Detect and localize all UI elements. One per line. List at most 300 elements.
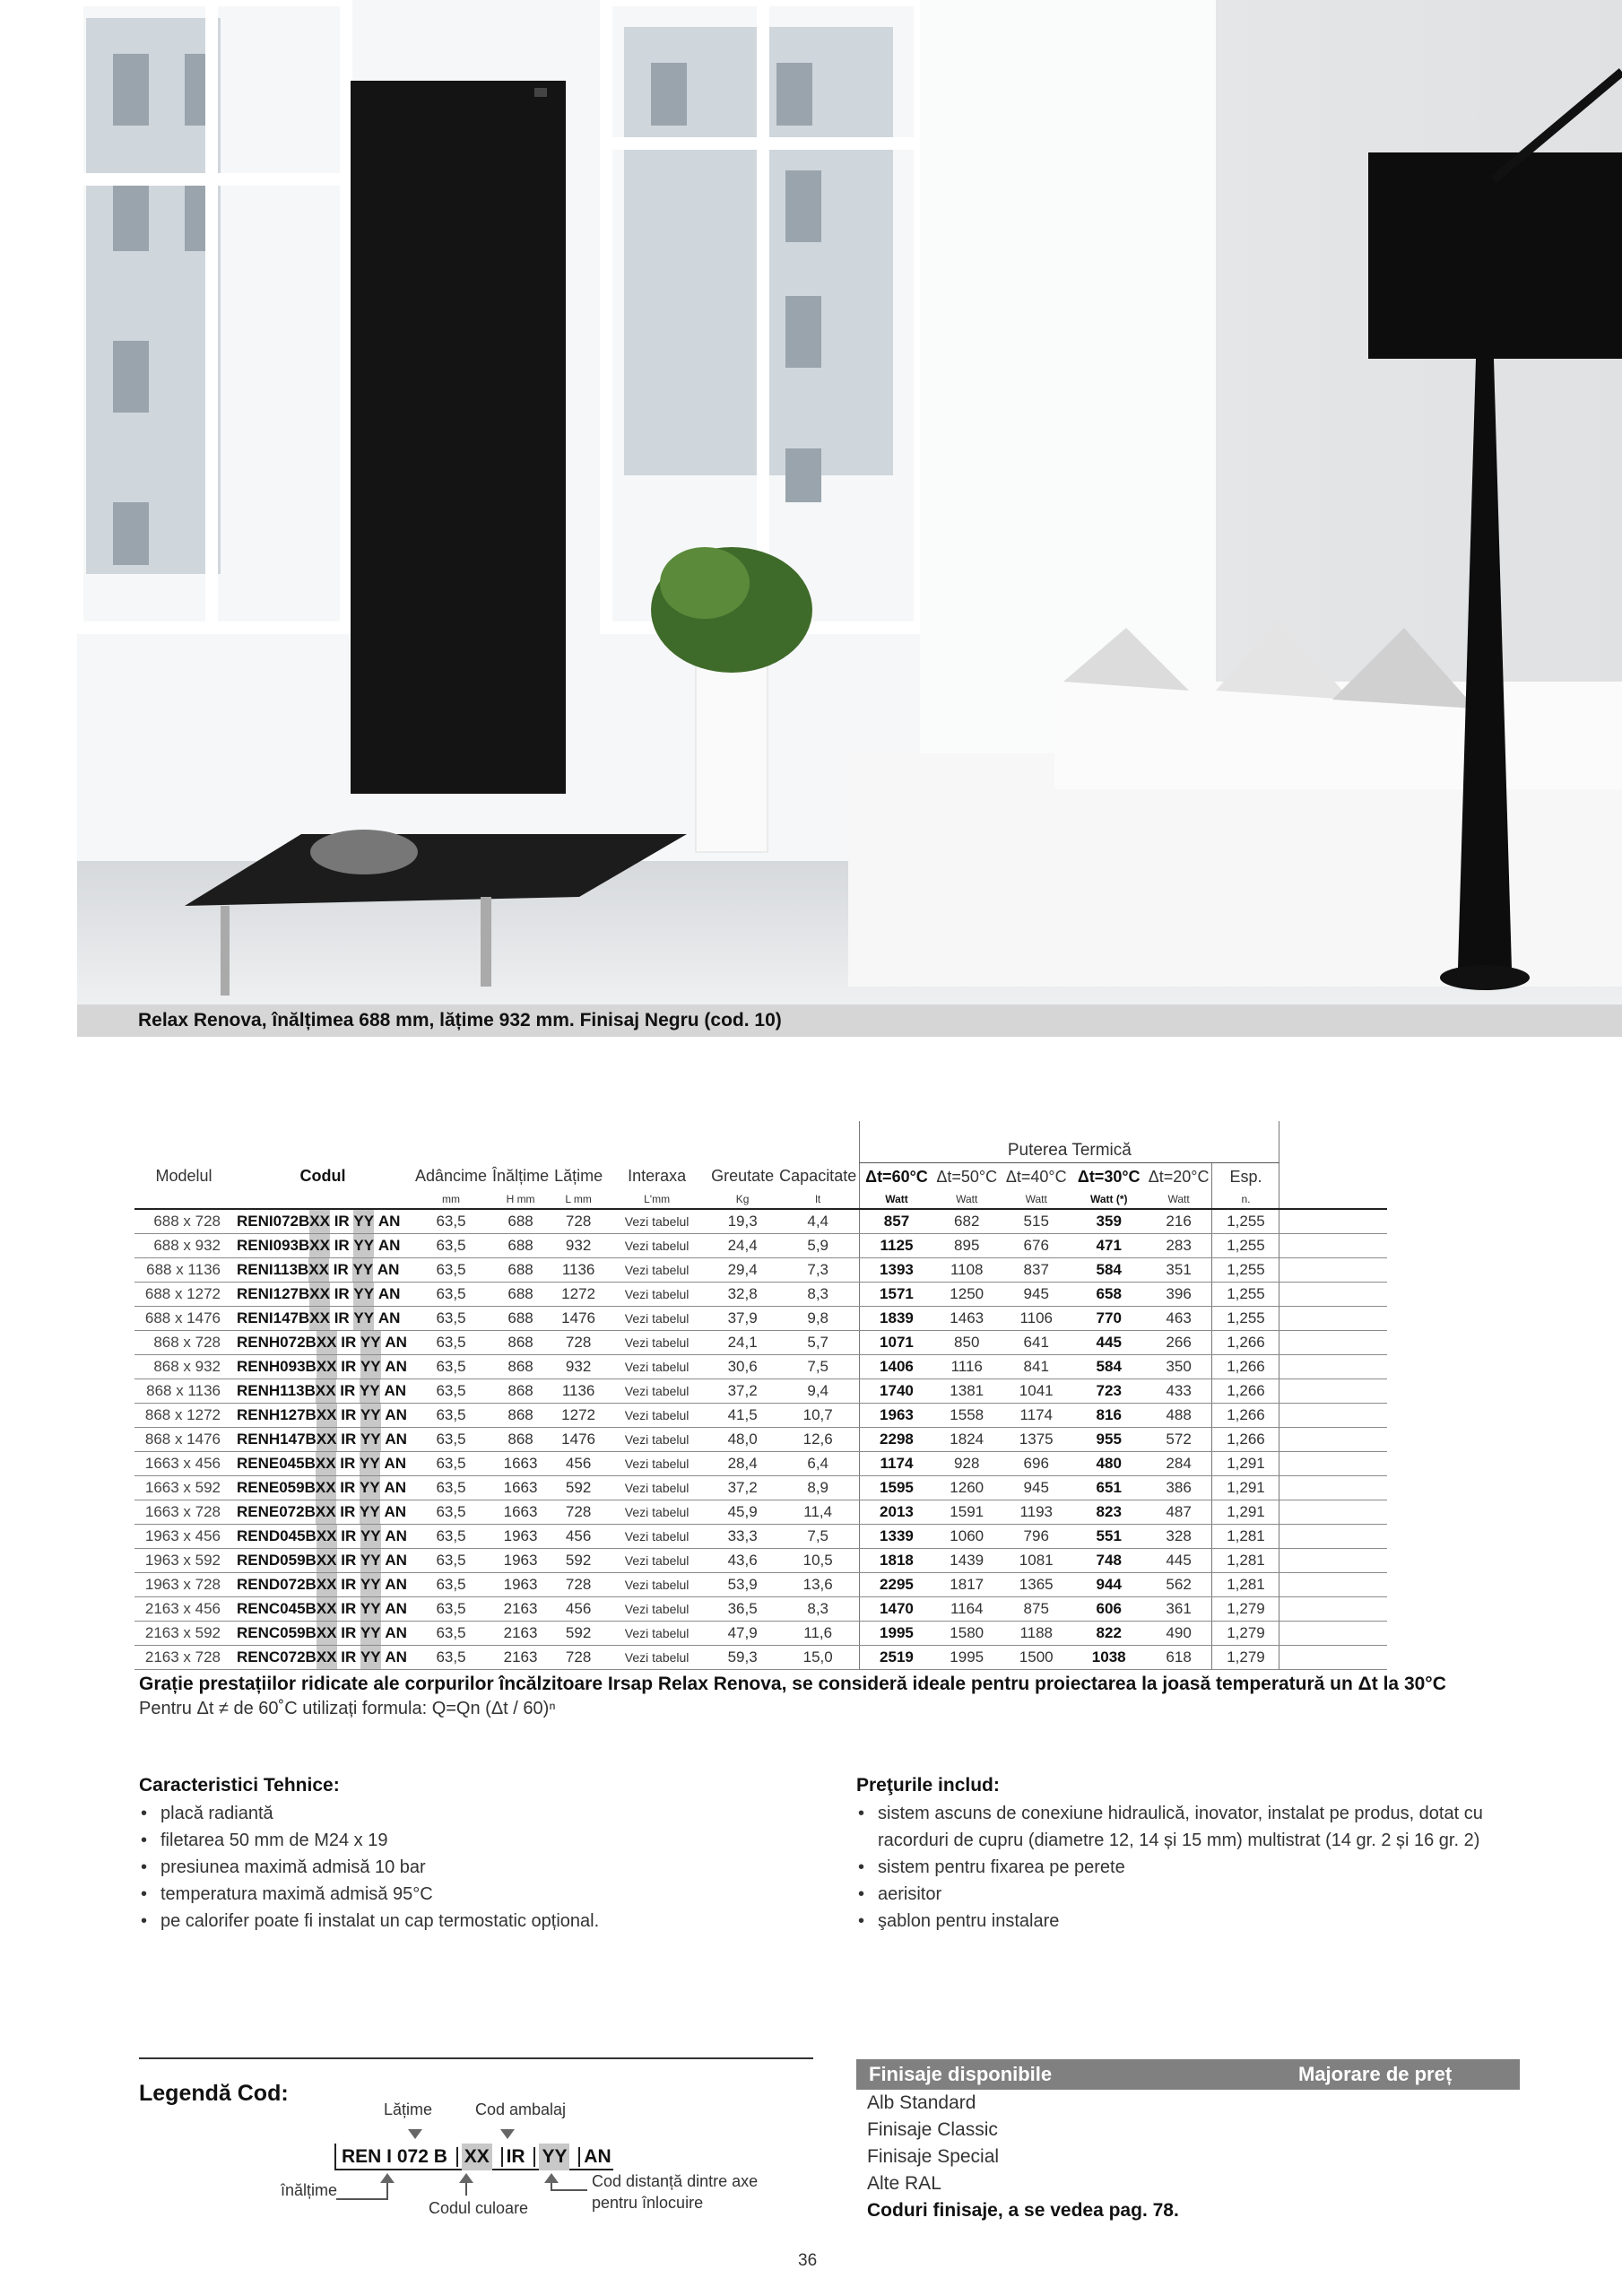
model-cell: 868 x 728 bbox=[134, 1330, 233, 1354]
data-cell: 63,5 bbox=[412, 1354, 490, 1378]
table-row bbox=[134, 1524, 1387, 1548]
data-cell: 48,0 bbox=[708, 1427, 776, 1451]
code-part: AN bbox=[385, 1648, 407, 1665]
product-code bbox=[233, 1572, 412, 1596]
code-part: IR bbox=[341, 1599, 357, 1617]
data-cell: 1125 bbox=[860, 1233, 933, 1257]
data-cell: Vezi tabelul bbox=[605, 1233, 708, 1257]
empty-cell bbox=[1279, 1306, 1387, 1330]
table-row bbox=[134, 1596, 1387, 1621]
data-cell: 837 bbox=[1001, 1257, 1072, 1282]
product-code bbox=[233, 1475, 412, 1500]
code-part: AN bbox=[385, 1575, 407, 1593]
data-cell: 1,279 bbox=[1212, 1596, 1279, 1621]
finishes-header: Finisaje disponibile Majorare de preț bbox=[856, 2059, 1520, 2090]
model-cell: 688 x 932 bbox=[134, 1233, 233, 1257]
code-part: XX bbox=[309, 1210, 330, 1233]
code-base: RENI072B bbox=[237, 1212, 310, 1230]
column-header: Esp. bbox=[1212, 1162, 1279, 1190]
data-cell: Vezi tabelul bbox=[605, 1596, 708, 1621]
code-part: YY bbox=[360, 1525, 381, 1548]
data-cell: 1272 bbox=[551, 1282, 605, 1306]
data-cell: Vezi tabelul bbox=[605, 1306, 708, 1330]
data-cell: 945 bbox=[1001, 1282, 1072, 1306]
data-cell: 592 bbox=[551, 1621, 605, 1645]
data-cell: 1071 bbox=[860, 1330, 933, 1354]
data-cell: 5,7 bbox=[776, 1330, 860, 1354]
code-base: RENH147B bbox=[237, 1430, 317, 1448]
code-part: YY bbox=[360, 1476, 380, 1500]
data-cell: 9,8 bbox=[776, 1306, 860, 1330]
data-cell: 32,8 bbox=[708, 1282, 776, 1306]
data-cell: 770 bbox=[1072, 1306, 1146, 1330]
data-cell: 1,279 bbox=[1212, 1645, 1279, 1669]
data-cell: 24,4 bbox=[708, 1233, 776, 1257]
data-cell: 36,5 bbox=[708, 1596, 776, 1621]
data-cell: 24,1 bbox=[708, 1330, 776, 1354]
product-code bbox=[233, 1282, 412, 1306]
data-cell: 841 bbox=[1001, 1354, 1072, 1378]
code-part: XX bbox=[317, 1404, 337, 1427]
code-base: RENE072B bbox=[237, 1502, 316, 1520]
unit-cell: Kg bbox=[708, 1190, 776, 1209]
code-part: YY bbox=[360, 1452, 380, 1475]
finishes-panel bbox=[856, 2059, 1520, 2224]
data-cell: 822 bbox=[1072, 1621, 1146, 1645]
data-cell: 37,2 bbox=[708, 1378, 776, 1403]
column-header: Capacitate bbox=[779, 1167, 857, 1186]
finish-item: Finisaje Classic bbox=[867, 2119, 998, 2140]
code-part: IR bbox=[341, 1405, 357, 1423]
model-cell: 1663 x 592 bbox=[134, 1475, 233, 1500]
data-cell: 12,6 bbox=[776, 1427, 860, 1451]
code-part: AN bbox=[377, 1260, 400, 1278]
data-cell: 9,4 bbox=[776, 1378, 860, 1403]
data-cell: Vezi tabelul bbox=[605, 1500, 708, 1524]
empty-cell bbox=[1279, 1282, 1387, 1306]
data-cell: 487 bbox=[1146, 1500, 1212, 1524]
data-cell: 1500 bbox=[1001, 1645, 1072, 1669]
table-row bbox=[134, 1548, 1387, 1572]
data-cell: 1663 bbox=[490, 1475, 551, 1500]
data-cell: 1963 bbox=[490, 1548, 551, 1572]
code-part: AN bbox=[377, 1284, 401, 1302]
empty-cell bbox=[1279, 1378, 1387, 1403]
data-cell: 1,255 bbox=[1212, 1306, 1279, 1330]
data-cell: 463 bbox=[1146, 1306, 1212, 1330]
data-cell: 386 bbox=[1146, 1475, 1212, 1500]
data-cell: Vezi tabelul bbox=[605, 1378, 708, 1403]
data-cell: 1,266 bbox=[1212, 1427, 1279, 1451]
data-cell: Vezi tabelul bbox=[605, 1572, 708, 1596]
code-base: RENC059B bbox=[237, 1623, 317, 1641]
unit-cell bbox=[134, 1190, 233, 1209]
table-row bbox=[134, 1427, 1387, 1451]
list-item: • sistem pentru fixarea pe perete bbox=[856, 1854, 1524, 1881]
data-cell: 7,5 bbox=[776, 1354, 860, 1378]
data-cell: 328 bbox=[1146, 1524, 1212, 1548]
code-base: RENH072B bbox=[237, 1333, 317, 1351]
data-cell: 29,4 bbox=[708, 1257, 776, 1282]
data-cell: 2163 bbox=[490, 1621, 551, 1645]
code-base: RENI093B bbox=[237, 1236, 310, 1254]
data-cell: 1188 bbox=[1001, 1621, 1072, 1645]
data-cell: 932 bbox=[551, 1233, 605, 1257]
product-code bbox=[233, 1451, 412, 1475]
data-cell: 1,255 bbox=[1212, 1282, 1279, 1306]
code-part: AN bbox=[385, 1551, 407, 1569]
data-cell: 584 bbox=[1072, 1257, 1146, 1282]
unit-cell bbox=[233, 1190, 412, 1209]
code-part: XX bbox=[317, 1549, 337, 1572]
data-cell: 1108 bbox=[933, 1257, 1001, 1282]
legend-package-label: Cod ambalaj bbox=[475, 2100, 567, 2118]
legend-distance-label: Cod distanță dintre axe bbox=[592, 2172, 759, 2190]
code-part: XX bbox=[316, 1379, 336, 1403]
data-cell: 1106 bbox=[1001, 1306, 1072, 1330]
data-cell: 63,5 bbox=[412, 1572, 490, 1596]
data-cell: 1995 bbox=[860, 1621, 933, 1645]
data-cell: 37,2 bbox=[708, 1475, 776, 1500]
unit-cell: lt bbox=[776, 1190, 860, 1209]
data-cell: 1,266 bbox=[1212, 1378, 1279, 1403]
data-cell: 955 bbox=[1072, 1427, 1146, 1451]
data-cell: 8,9 bbox=[776, 1475, 860, 1500]
data-cell: 868 bbox=[490, 1378, 551, 1403]
code-base: RENH127B bbox=[237, 1405, 317, 1423]
column-header: Codul bbox=[299, 1167, 346, 1186]
product-code bbox=[233, 1233, 412, 1257]
code-part: YY bbox=[360, 1549, 381, 1572]
data-cell: 1193 bbox=[1001, 1500, 1072, 1524]
legend-replacement-label: pentru înlocuire bbox=[592, 2194, 704, 2212]
code-part: IR bbox=[340, 1502, 356, 1520]
data-cell: Vezi tabelul bbox=[605, 1621, 708, 1645]
data-cell: 688 bbox=[490, 1209, 551, 1234]
empty-cell bbox=[1279, 1403, 1387, 1427]
code-part: YY bbox=[360, 1331, 381, 1354]
data-cell: 1963 bbox=[490, 1572, 551, 1596]
data-cell: 2163 bbox=[490, 1596, 551, 1621]
formula-note: Pentru Δt ≠ de 60˚C utilizați formula: Q=Qn (Δt / 60)ⁿ bbox=[139, 1699, 556, 1718]
data-cell: 63,5 bbox=[412, 1209, 490, 1234]
empty-cell bbox=[1279, 1500, 1387, 1524]
code-part: YY bbox=[360, 1597, 381, 1621]
code-part: XX bbox=[316, 1476, 336, 1500]
empty-cell bbox=[1279, 1427, 1387, 1451]
data-cell: 350 bbox=[1146, 1354, 1212, 1378]
data-cell: 2013 bbox=[860, 1500, 933, 1524]
data-cell: 10,5 bbox=[776, 1548, 860, 1572]
data-cell: 1,281 bbox=[1212, 1548, 1279, 1572]
empty-cell bbox=[1279, 1190, 1387, 1209]
empty-cell bbox=[1279, 1621, 1387, 1645]
data-cell: 1164 bbox=[933, 1596, 1001, 1621]
data-cell: 688 bbox=[490, 1282, 551, 1306]
code-part: AN bbox=[384, 1454, 407, 1472]
data-cell: 490 bbox=[1146, 1621, 1212, 1645]
code-part: XX bbox=[317, 1355, 337, 1378]
data-cell: 1406 bbox=[860, 1354, 933, 1378]
data-cell: 4,4 bbox=[776, 1209, 860, 1234]
data-cell: 1038 bbox=[1072, 1645, 1146, 1669]
code-part: IR bbox=[334, 1236, 350, 1254]
living-room-photo bbox=[77, 0, 1622, 1004]
legend-color-label: Codul culoare bbox=[429, 2199, 529, 2217]
data-cell: 1580 bbox=[933, 1621, 1001, 1645]
data-cell: 823 bbox=[1072, 1500, 1146, 1524]
code-part: IR bbox=[341, 1648, 357, 1665]
data-cell: Vezi tabelul bbox=[605, 1257, 708, 1282]
code-part: IR bbox=[340, 1454, 356, 1472]
table-row bbox=[134, 1354, 1387, 1378]
data-cell: 284 bbox=[1146, 1451, 1212, 1475]
data-cell: 1439 bbox=[933, 1548, 1001, 1572]
table-row bbox=[134, 1403, 1387, 1427]
code-part: XX bbox=[316, 1452, 336, 1475]
code-part: XX bbox=[317, 1573, 337, 1596]
data-cell: 728 bbox=[551, 1572, 605, 1596]
data-cell: 658 bbox=[1072, 1282, 1146, 1306]
unit-cell: n. bbox=[1212, 1190, 1279, 1209]
data-cell: 30,6 bbox=[708, 1354, 776, 1378]
data-cell: 515 bbox=[1001, 1209, 1072, 1234]
code-part: XX bbox=[309, 1234, 330, 1257]
table-row bbox=[134, 1233, 1387, 1257]
code-part: XX bbox=[317, 1622, 337, 1645]
data-cell: 396 bbox=[1146, 1282, 1212, 1306]
table-row bbox=[134, 1306, 1387, 1330]
code-part: YY bbox=[360, 1404, 381, 1427]
data-cell: 8,3 bbox=[776, 1596, 860, 1621]
data-cell: 1963 bbox=[860, 1403, 933, 1427]
code-part: YY bbox=[353, 1283, 374, 1306]
model-cell: 2163 x 456 bbox=[134, 1596, 233, 1621]
model-cell: 1963 x 728 bbox=[134, 1572, 233, 1596]
product-code bbox=[233, 1403, 412, 1427]
data-cell: 1824 bbox=[933, 1427, 1001, 1451]
data-cell: 1839 bbox=[860, 1306, 933, 1330]
code-part: IR bbox=[334, 1284, 350, 1302]
code-part: IR bbox=[341, 1623, 357, 1641]
empty-cell bbox=[1279, 1451, 1387, 1475]
code-base: RENI147B bbox=[237, 1309, 310, 1326]
data-cell: 1,255 bbox=[1212, 1209, 1279, 1234]
data-cell: 1,266 bbox=[1212, 1403, 1279, 1427]
unit-cell: L'mm bbox=[605, 1190, 708, 1209]
code-part: AN bbox=[385, 1526, 407, 1544]
data-cell: 63,5 bbox=[412, 1257, 490, 1282]
data-cell: 728 bbox=[551, 1500, 605, 1524]
data-cell: 1,279 bbox=[1212, 1621, 1279, 1645]
data-cell: 1571 bbox=[860, 1282, 933, 1306]
data-cell: 748 bbox=[1072, 1548, 1146, 1572]
data-cell: 1663 bbox=[490, 1500, 551, 1524]
model-cell: 2163 x 728 bbox=[134, 1645, 233, 1669]
code-part: YY bbox=[352, 1258, 373, 1282]
product-code bbox=[233, 1621, 412, 1645]
code-part: XX bbox=[316, 1500, 336, 1524]
data-cell: 944 bbox=[1072, 1572, 1146, 1596]
model-cell: 688 x 1476 bbox=[134, 1306, 233, 1330]
data-cell: 1136 bbox=[551, 1257, 605, 1282]
unit-cell: Watt (*) bbox=[1072, 1190, 1146, 1209]
product-code bbox=[233, 1306, 412, 1330]
data-cell: 63,5 bbox=[412, 1548, 490, 1572]
model-cell: 1663 x 728 bbox=[134, 1500, 233, 1524]
code-part: IR bbox=[341, 1575, 357, 1593]
data-cell: 1081 bbox=[1001, 1548, 1072, 1572]
model-cell: 868 x 1136 bbox=[134, 1378, 233, 1403]
data-cell: 480 bbox=[1072, 1451, 1146, 1475]
code-part: AN bbox=[385, 1623, 407, 1641]
data-cell: Vezi tabelul bbox=[605, 1548, 708, 1572]
data-cell: 41,5 bbox=[708, 1403, 776, 1427]
data-cell: 47,9 bbox=[708, 1621, 776, 1645]
data-cell: 1393 bbox=[860, 1257, 933, 1282]
data-cell: 868 bbox=[490, 1330, 551, 1354]
data-cell: 43,6 bbox=[708, 1548, 776, 1572]
data-cell: 857 bbox=[860, 1209, 933, 1234]
data-cell: Vezi tabelul bbox=[605, 1209, 708, 1234]
data-cell: 63,5 bbox=[412, 1596, 490, 1621]
data-cell: 63,5 bbox=[412, 1524, 490, 1548]
model-cell: 1963 x 456 bbox=[134, 1524, 233, 1548]
product-code bbox=[233, 1378, 412, 1403]
code-part: AN bbox=[385, 1405, 407, 1423]
data-cell: 456 bbox=[551, 1524, 605, 1548]
prices-list bbox=[856, 1800, 1524, 1935]
code-base: RENE059B bbox=[237, 1478, 316, 1496]
data-cell: 850 bbox=[933, 1330, 1001, 1354]
product-code bbox=[233, 1645, 412, 1669]
code-part: IR bbox=[333, 1260, 349, 1278]
code-part: IR bbox=[334, 1212, 350, 1230]
code-part: AN bbox=[377, 1236, 401, 1254]
model-cell: 1663 x 456 bbox=[134, 1451, 233, 1475]
code-part: AN bbox=[385, 1599, 407, 1617]
unit-cell: Watt bbox=[1001, 1190, 1072, 1209]
list-item: • pe calorifer poate fi instalat un cap termostatic opțional. bbox=[139, 1908, 785, 1935]
legend-arrows bbox=[269, 2090, 807, 2251]
data-cell: 53,9 bbox=[708, 1572, 776, 1596]
data-cell: 1558 bbox=[933, 1403, 1001, 1427]
data-cell: 19,3 bbox=[708, 1209, 776, 1234]
code-part: IR bbox=[341, 1357, 357, 1375]
code-base: REND072B bbox=[237, 1575, 317, 1593]
technical-specs bbox=[139, 1772, 785, 1935]
data-cell: 1,255 bbox=[1212, 1257, 1279, 1282]
list-item: • presiunea maximă admisă 10 bar bbox=[139, 1854, 785, 1881]
product-code bbox=[233, 1548, 412, 1572]
photo-caption: Relax Renova, înălțimea 688 mm, lățime 932 mm. Finisaj Negru (cod. 10) bbox=[77, 1004, 1622, 1037]
data-cell: 1260 bbox=[933, 1475, 1001, 1500]
data-cell: 868 bbox=[490, 1403, 551, 1427]
code-part: IR bbox=[341, 1551, 357, 1569]
column-header: Înălțime bbox=[492, 1167, 550, 1186]
thermal-power-header: Puterea Termică bbox=[860, 1121, 1279, 1162]
table-row bbox=[134, 1621, 1387, 1645]
data-cell: 2298 bbox=[860, 1427, 933, 1451]
code-part: XX bbox=[317, 1428, 337, 1451]
data-cell: 63,5 bbox=[412, 1330, 490, 1354]
data-cell: 7,5 bbox=[776, 1524, 860, 1548]
empty-cell bbox=[1279, 1233, 1387, 1257]
data-cell: 1272 bbox=[551, 1403, 605, 1427]
data-cell: 895 bbox=[933, 1233, 1001, 1257]
data-cell: 651 bbox=[1072, 1475, 1146, 1500]
code-part: YY bbox=[360, 1379, 380, 1403]
code-part: IR bbox=[341, 1333, 357, 1351]
table-row bbox=[134, 1500, 1387, 1524]
code-base: RENE045B bbox=[237, 1454, 316, 1472]
data-cell: 682 bbox=[933, 1209, 1001, 1234]
data-cell: 28,4 bbox=[708, 1451, 776, 1475]
model-cell: 1963 x 592 bbox=[134, 1548, 233, 1572]
code-part: IR bbox=[334, 1309, 350, 1326]
code-part: XX bbox=[317, 1646, 337, 1669]
table-row bbox=[134, 1645, 1387, 1669]
unit-cell: mm bbox=[412, 1190, 490, 1209]
code-part: XX bbox=[309, 1283, 330, 1306]
data-cell: 688 bbox=[490, 1306, 551, 1330]
empty-cell bbox=[1279, 1257, 1387, 1282]
code-part: YY bbox=[353, 1234, 374, 1257]
table-row bbox=[134, 1257, 1387, 1282]
data-cell: 618 bbox=[1146, 1645, 1212, 1669]
data-cell: Vezi tabelul bbox=[605, 1403, 708, 1427]
data-cell: 1740 bbox=[860, 1378, 933, 1403]
code-part: XX bbox=[317, 1597, 337, 1621]
table-row bbox=[134, 1282, 1387, 1306]
data-cell: 728 bbox=[551, 1645, 605, 1669]
data-cell: 868 bbox=[490, 1354, 551, 1378]
data-cell: 1,291 bbox=[1212, 1475, 1279, 1500]
data-cell: 572 bbox=[1146, 1427, 1212, 1451]
data-cell: 1174 bbox=[1001, 1403, 1072, 1427]
code-base: RENC045B bbox=[237, 1599, 317, 1617]
unit-cell: Watt bbox=[1146, 1190, 1212, 1209]
data-cell: 688 bbox=[490, 1233, 551, 1257]
data-cell: 1470 bbox=[860, 1596, 933, 1621]
code-part: XX bbox=[308, 1258, 329, 1282]
legend-title: Legendă Cod: bbox=[139, 2081, 289, 2106]
unit-cell: Watt bbox=[860, 1190, 933, 1209]
data-cell: 1381 bbox=[933, 1378, 1001, 1403]
code-legend bbox=[269, 2090, 807, 2251]
data-cell: 584 bbox=[1072, 1354, 1146, 1378]
data-cell: 456 bbox=[551, 1596, 605, 1621]
data-cell: 283 bbox=[1146, 1233, 1212, 1257]
legend-width-label: Lățime bbox=[384, 2100, 433, 2118]
empty-cell bbox=[1279, 1548, 1387, 1572]
empty-cell bbox=[1279, 1645, 1387, 1669]
data-cell: Vezi tabelul bbox=[605, 1451, 708, 1475]
data-cell: 2519 bbox=[860, 1645, 933, 1669]
code-part: YY bbox=[360, 1573, 381, 1596]
data-cell: 361 bbox=[1146, 1596, 1212, 1621]
list-item: • şablon pentru instalare bbox=[856, 1908, 1524, 1935]
data-cell: 1375 bbox=[1001, 1427, 1072, 1451]
data-cell: 10,7 bbox=[776, 1403, 860, 1427]
data-cell: 1476 bbox=[551, 1427, 605, 1451]
list-item: • placă radiantă bbox=[139, 1800, 785, 1827]
data-cell: 728 bbox=[551, 1330, 605, 1354]
table-row bbox=[134, 1475, 1387, 1500]
prices-include bbox=[856, 1772, 1524, 1935]
product-code bbox=[233, 1257, 412, 1282]
code-base: RENH093B bbox=[237, 1357, 317, 1375]
